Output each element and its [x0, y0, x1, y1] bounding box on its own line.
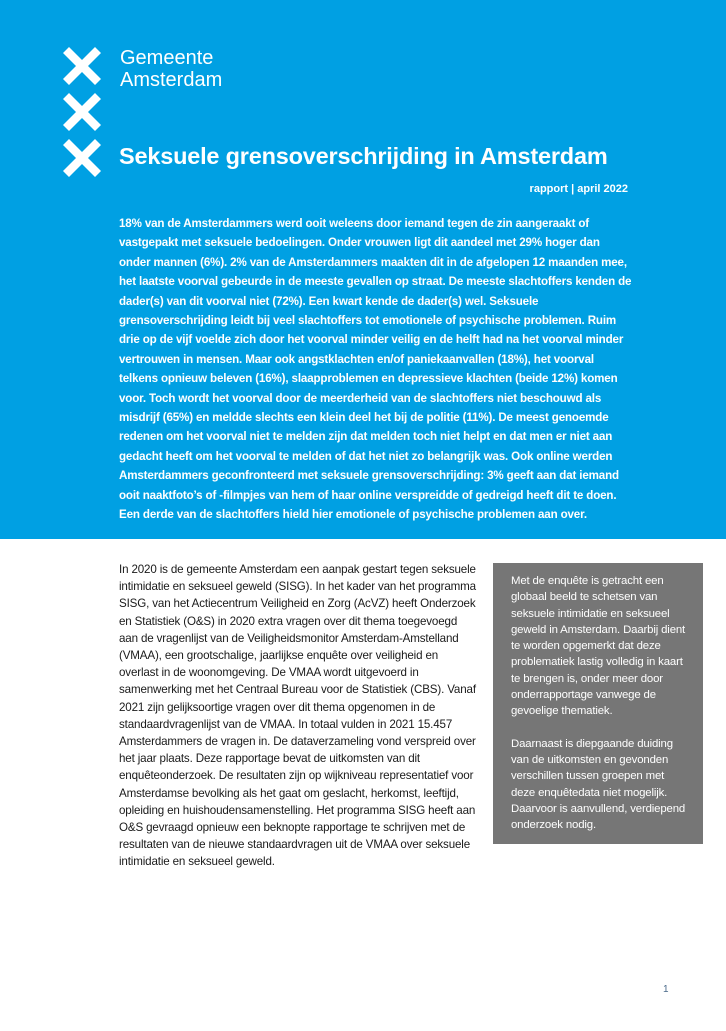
cross-icon	[63, 47, 101, 85]
sidebar-note	[493, 563, 703, 844]
organization-logo-text	[120, 47, 222, 91]
brand-line-2: Amsterdam	[120, 69, 223, 91]
cross-icon	[63, 139, 101, 177]
summary-paragraph: 18% van de Amsterdammers werd ooit weleens door iemand tegen de zin aangeraakt of vastgepakt met seksuele bedoelingen. Onder vrouwen ligt dit aandeel met 29% hoger dan onder mannen (6%). 2% van de Amsterdammers maakten dit in de afgelopen 12 maanden mee, het laatste voorval gebeurde in de meeste gevallen op straat. De meeste slachtoffers kenden de dader(s) van dit voorval niet (72%). Een kwart kende de dader(s) wel. Seksuele grensoverschrijding leidt bij veel slachtoffers tot emotionele of psychische problemen. Ruim drie op de vijf voelde zich door het voorval minder veilig en de helft had na het voorval minder vertrouwen in mensen. Maar ook angstklachten en/of paniekaanvallen (18%), het voorval telkens opnieuw beleven (16%), slaapproblemen en depressieve klachten (beide 12%) komen voor. Toch wordt het voorval door de meerderheid van de slachtoffers niet beschouwd als misdrijf (65%) en meldde slechts een klein deel het bij de politie (11%). De meest genoemde redenen om het voorval niet te melden zijn dat melden toch niet helpt en dat men er niet aan gedacht heeft om het voorval te melden of dat het niet zo belangrijk was. Ook online werden Amsterdammers geconfronteerd met seksuele grensoverschrijding: 3% geeft aan dat iemand ooit naaktfoto’s of -filmpjes van hem of haar online verspreidde of gedreigd heeft dit te doen. Een derde van de slachtoffers hield hier emotionele of psychische problemen aan over.	[119, 217, 632, 522]
page-title: Seksuele grensoverschrijding in Amsterdam	[119, 143, 608, 169]
cross-icon	[63, 93, 101, 131]
note-paragraph: Met de enquête is getracht een globaal beeld te schetsen van seksuele intimidatie en seksueel geweld in Amsterdam. Daarbij dient te worden opgemerkt dat deze problematiek lastig volledig in kaart te brengen is, onder meer door onderrapportage vanwege de gevoelige thematiek.	[511, 575, 686, 718]
note-paragraph: Daarnaast is diepgaande duiding van de uitkomsten en gevonden verschillen tussen groepen met deze enquêtedata niet mogelijk. Daarvoor is aanvullend, verdiepend onderzoek nodig.	[511, 737, 686, 832]
report-date: rapport | april 2022	[529, 183, 628, 195]
body-paragraph: In 2020 is de gemeente Amsterdam een aanpak gestart tegen seksuele intimidatie en seksueel geweld (SISG). In het kader van het programma SISG, van het Actiecentrum Veiligheid en Zorg (AcVZ) heeft Onderzoek en Statistiek (O&S) in 2020 extra vragen over dit thema toegevoegd aan de vragenlijst van de Veiligheidsmonitor Amsterdam-Amstelland (VMAA), een grootschalige, jaarlijkse enquête over veiligheid en overlast in de woonomgeving. De VMAA wordt uitgevoerd in samenwerking met het Centraal Bureau voor de Statistiek (CBS). Vanaf 2021 zijn gelijksoortige vragen over dit thema opgenomen in de standaardvragenlijst van de VMAA. In totaal vulden in 2021 15.457 Amsterdammers de vragen in. De dataverzameling vond verspreid over het jaar plaats. Deze rapportage bevat de uitkomsten van dit enquêteonderzoek. De resultaten zijn op wijkniveau representatief voor Amsterdamse bevolking als het gaat om geslacht, herkomst, leeftijd, opleiding en huishoudensamenstelling. Het programma SISG heeft aan O&S gevraagd opnieuw een beknopte rapportage te schrijven met de resultaten van de nieuwe standaardvragen uit de VMAA over seksuele intimidatie en seksueel geweld.	[119, 563, 476, 869]
page-number: 1	[663, 984, 669, 995]
brand-line-1: Gemeente	[120, 47, 214, 69]
